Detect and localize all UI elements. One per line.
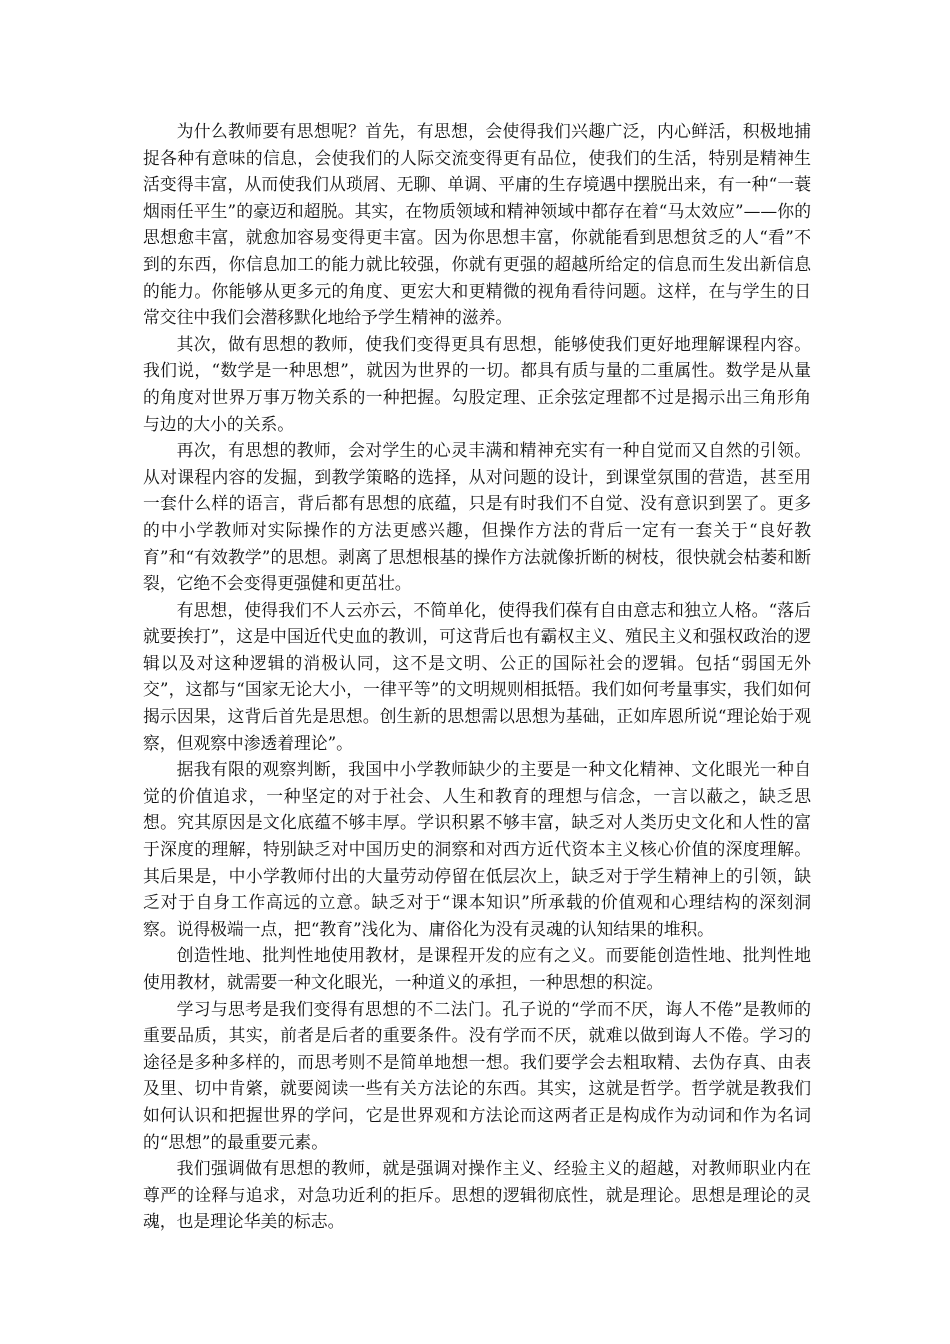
paragraph-why-teachers-need-thought: 为什么教师要有思想呢？首先，有思想，会使得我们兴趣广泛，内心鲜活，积极地捕捉各种有意味的信息，会使我们的人际交流变得更有品位，使我们的生活，特别是精神生活变得丰富，从而使我们从琐屑、无聊、单调、平庸的生存境遇中摆脱出来，有一种“一蓑烟雨任平生”的豪迈和超脱。其实，在物质领域和精神领域中都存在着“马太效应”——你的思想愈丰富，就愈加容易变得更丰富。因为你思想丰富，你就能看到思想贫乏的人“看”不到的东西，你信息加工的能力就比较强，你就有更强的超越所给定的信息而生发出新信息的能力。你能够从更多元的角度、更宏大和更精微的视角看待问题。这样，在与学生的日常交往中我们会潜移默化地给予学生精神的滋养。 bbox=[143, 121, 811, 328]
paragraph-learning-and-thinking: 学习与思考是我们变得有思想的不二法门。孔子说的“学而不厌，诲人不倦”是教师的重要品质，其实，前者是后者的重要条件。没有学而不厌，就难以做到诲人不倦。学习的途径是多种多样的，而思考则不是简单地想一想。我们要学会去粗取精、去伪存真、由表及里、切中肯綮，就要阅读一些有关方法论的东西。其实，这就是哲学。哲学就是教我们如何认识和把握世界的学问，它是世界观和方法论而这两者正是构成作为动词和作为名词的“思想”的最重要元素。 bbox=[143, 998, 811, 1152]
paragraph-creative-use-of-textbooks: 创造性地、批判性地使用教材，是课程开发的应有之义。而要能创造性地、批判性地使用教材，就需要一种文化眼光，一种道义的承担，一种思想的积淀。 bbox=[143, 945, 811, 992]
paragraph-conclusion: 我们强调做有思想的教师，就是强调对操作主义、经验主义的超越，对教师职业内在尊严的诠释与追求，对急功近利的拒斥。思想的逻辑彻底性，就是理论。思想是理论的灵魂，也是理论华美的标志。 bbox=[143, 1158, 811, 1232]
paragraph-understanding-curriculum: 其次，做有思想的教师，使我们变得更具有思想，能够使我们更好地理解课程内容。我们说，“数学是一种思想”，就因为世界的一切。都具有质与量的二重属性。数学是从量的角度对世界万事万物关系的一种把握。勾股定理、正余弦定理都不过是揭示出三角形角与边的大小的关系。 bbox=[143, 333, 811, 434]
document-body bbox=[143, 118, 811, 1235]
paragraph-observation-judgment: 据我有限的观察判断，我国中小学教师缺少的主要是一种文化精神、文化眼光一种自觉的价值追求，一种坚定的对于社会、人生和教育的理想与信念，一言以蔽之，缺乏思想。究其原因是文化底蕴不够丰厚。学识积累不够丰富，缺乏对人类历史文化和人性的富于深度的理解，特别缺乏对中国历史的洞察和对西方近代资本主义核心价值的深度理解。其后果是，中小学教师付出的大量劳动停留在低层次上，缺乏对于学生精神上的引领，缺乏对于自身工作高远的立意。缺乏对于“课本知识”所承载的价值观和心理结构的深刻洞察。说得极端一点，把“教育”浅化为、庸俗化为没有灵魂的认知结果的堆积。 bbox=[143, 759, 811, 939]
paragraph-spiritual-guidance: 再次，有思想的教师，会对学生的心灵丰满和精神充实有一种自觉而又自然的引领。从对课程内容的发掘，到教学策略的选择，从对问题的设计，到课堂氛围的营造，甚至用一套什么样的语言，背后都有思想的底蕴，只是有时我们不自觉、没有意识到罢了。更多的中小学教师对实际操作的方法更感兴趣，但操作方法的背后一定有一套关于“良好教育”和“有效教学”的思想。剥离了思想根基的操作方法就像折断的树枝，很快就会枯萎和断裂，它绝不会变得更强健和更茁壮。 bbox=[143, 440, 811, 594]
paragraph-independent-thinking: 有思想，使得我们不人云亦云，不简单化，使得我们葆有自由意志和独立人格。“落后就要挨打”，这是中国近代史血的教训，可这背后也有霸权主义、殖民主义和强权政治的逻辑以及对这种逻辑的消极认同，这不是文明、公正的国际社会的逻辑。包括“弱国无外交”，这都与“国家无论大小，一律平等”的文明规则相抵牾。我们如何考量事实，我们如何揭示因果，这背后首先是思想。创生新的思想需以思想为基础，正如库恩所说“理论始于观察，但观察中渗透着理论”。 bbox=[143, 599, 811, 753]
